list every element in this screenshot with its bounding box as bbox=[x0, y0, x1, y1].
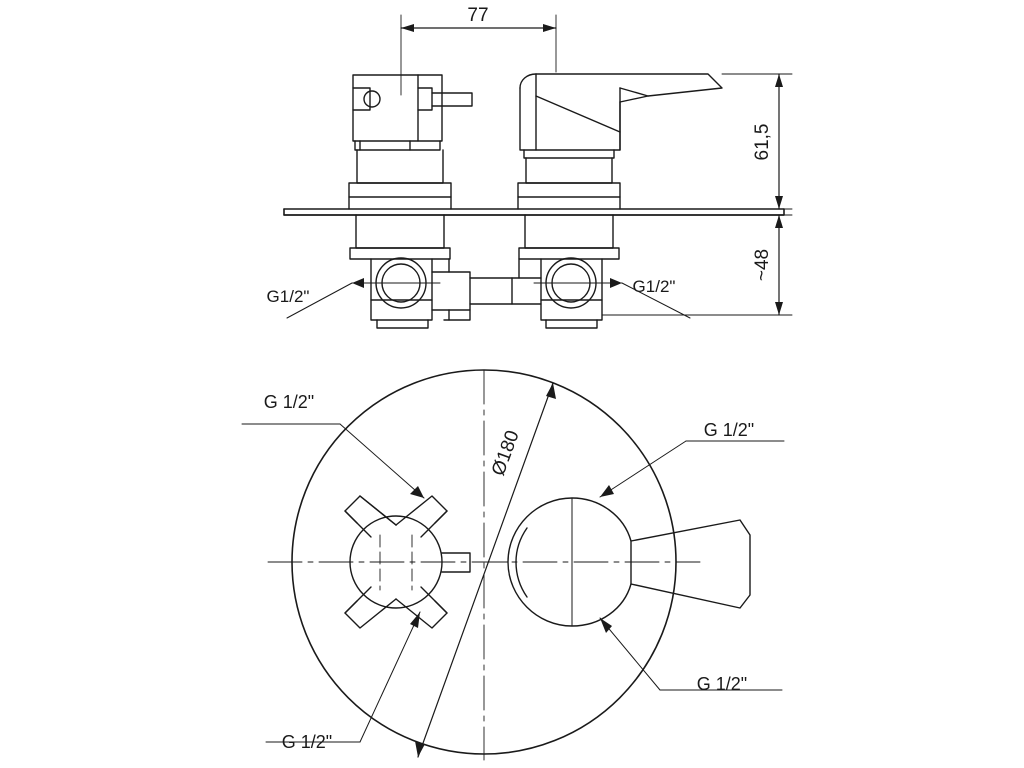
dimension-label-61-5: 61,5 bbox=[752, 123, 773, 161]
elevation-view bbox=[284, 15, 792, 328]
dimension-label-48: ~48 bbox=[752, 248, 773, 282]
leader-plan-bottom-right bbox=[600, 618, 782, 690]
dimension-label-77: 77 bbox=[467, 5, 489, 26]
label-plan-bottom-right-g12: G 1/2" bbox=[696, 674, 748, 694]
dimension-diameter-180 bbox=[415, 383, 556, 757]
label-plan-top-right-g12: G 1/2" bbox=[703, 420, 755, 440]
plan-view bbox=[242, 370, 784, 760]
leader-plan-top-left bbox=[242, 424, 424, 498]
leader-plan-bottom-left bbox=[266, 612, 420, 742]
label-elevation-right-g12: G1/2" bbox=[632, 277, 676, 296]
label-elevation-left-g12: G1/2" bbox=[266, 287, 310, 306]
dimension-label-diameter-180: Ø180 bbox=[488, 427, 524, 479]
dimension-77 bbox=[401, 15, 556, 95]
label-plan-top-left-g12: G 1/2" bbox=[263, 392, 315, 412]
label-plan-bottom-left-g12: G 1/2" bbox=[281, 732, 333, 752]
leader-elevation-left bbox=[287, 278, 440, 318]
leader-plan-top-right bbox=[600, 441, 784, 497]
